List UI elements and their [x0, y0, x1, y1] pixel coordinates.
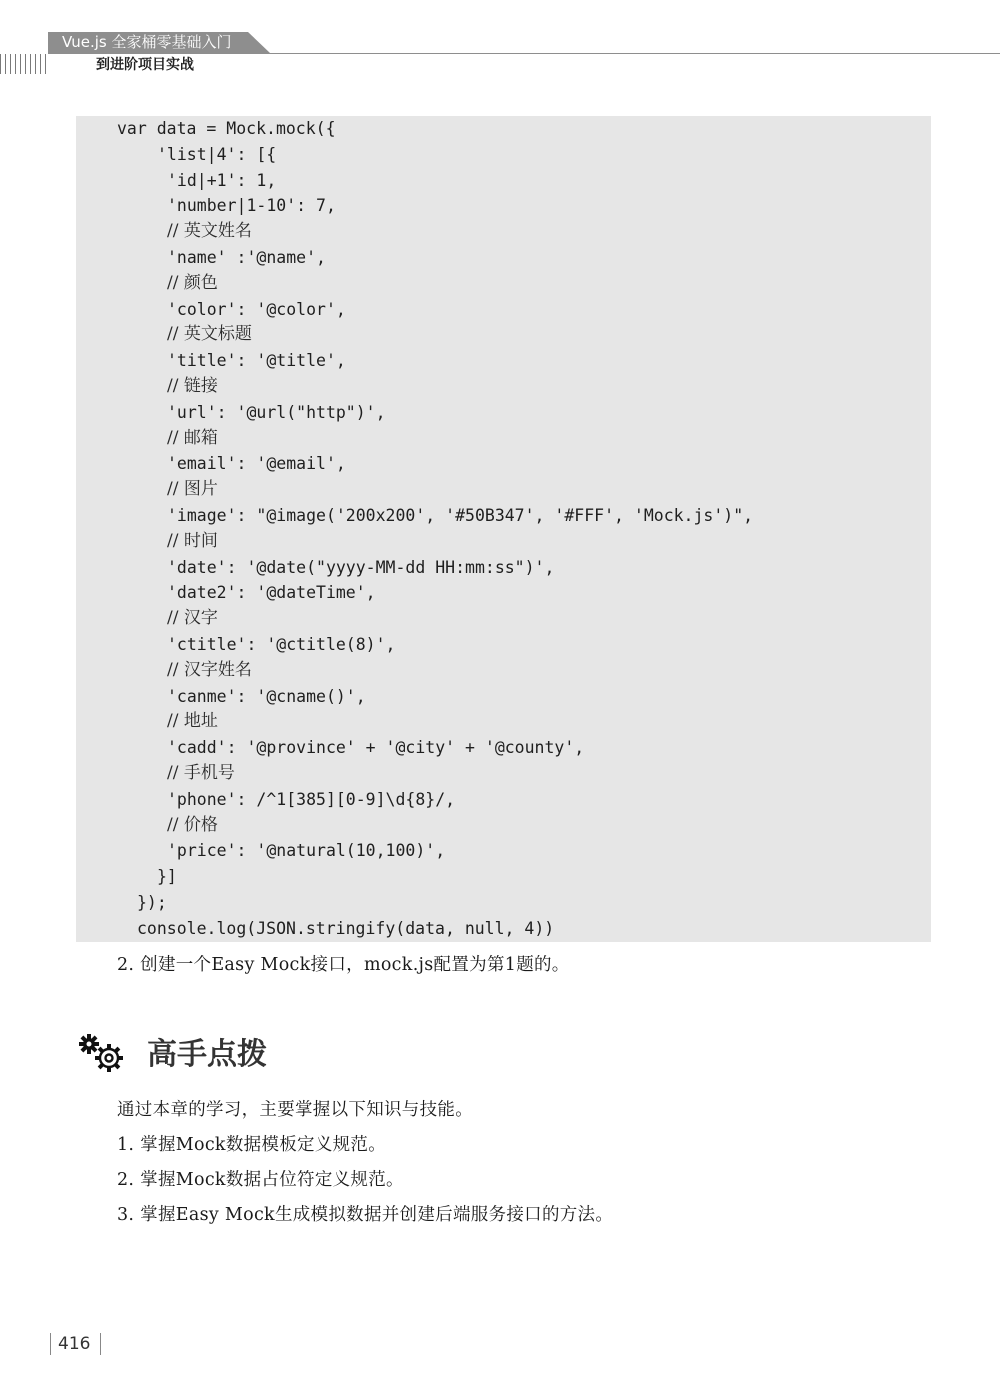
code-line: 'canme': '@cname()',: [167, 686, 366, 706]
header-rule: [48, 53, 1000, 54]
code-comment: // 价格: [167, 814, 218, 835]
code-line: console.log(JSON.stringify(data, null, 4)): [137, 918, 555, 938]
code-comment: // 汉字姓名: [167, 659, 252, 680]
code-line: 'list|4': [{: [157, 144, 277, 164]
code-comment: // 英文标题: [167, 324, 252, 345]
gears-icon: [78, 1034, 130, 1076]
code-line: 'phone': /^1[385][0-9]\d{8}/,: [167, 789, 456, 809]
code-comment: // 地址: [167, 711, 218, 732]
code-line: 'name' :'@name',: [167, 248, 326, 267]
code-comment: // 图片: [167, 479, 218, 500]
code-line: 'url': '@url("http")',: [167, 402, 386, 422]
code-comment: // 时间: [167, 530, 218, 551]
code-line: 'price': '@natural(10,100)',: [167, 841, 446, 861]
code-line: 'date2': '@dateTime',: [167, 583, 376, 603]
code-comment: // 汉字: [167, 608, 218, 629]
running-header-subtitle: 到进阶项目实战: [96, 57, 194, 73]
code-line: 'email': '@email',: [167, 454, 346, 474]
page-number-bar-right: [100, 1333, 101, 1355]
page-number-bar-left: [50, 1333, 51, 1355]
code-line: var data = Mock.mock({: [117, 119, 336, 138]
list-item: 1. 掌握Mock数据模板定义规范。: [117, 1135, 387, 1155]
code-comment: // 英文姓名: [167, 221, 252, 242]
exercise-item: 2. 创建一个Easy Mock接口，mock.js配置为第1题的。: [117, 955, 570, 975]
code-comment: // 链接: [167, 376, 218, 396]
code-line: 'id|+1': 1,: [167, 170, 277, 190]
list-item: 3. 掌握Easy Mock生成模拟数据并创建后端服务接口的方法。: [117, 1205, 614, 1225]
page-number: 416: [58, 1334, 91, 1354]
code-comment: // 邮箱: [167, 427, 218, 448]
code-line: 'image': "@image('200x200', '#50B347', '#FFF', 'Mock.js')",: [167, 506, 754, 525]
code-comment: // 颜色: [167, 272, 218, 293]
section-title: 高手点拨: [147, 1037, 267, 1072]
header-decoration-bars: [0, 54, 48, 74]
code-comment: // 手机号: [167, 763, 235, 783]
list-item: 2. 掌握Mock数据占位符定义规范。: [117, 1170, 404, 1190]
running-header-title: Vue.js 全家桶零基础入门: [62, 33, 232, 51]
code-line: 'number|1-10': 7,: [167, 196, 336, 216]
code-listing: [76, 116, 931, 942]
code-line: 'cadd': '@province' + '@city' + '@county',: [167, 738, 585, 758]
code-line: }]: [157, 867, 177, 887]
code-line: });: [137, 893, 167, 912]
code-line: 'date': '@date("yyyy-MM-dd HH:mm:ss")',: [167, 557, 555, 577]
section-intro: 通过本章的学习，主要掌握以下知识与技能。: [117, 1100, 473, 1120]
code-line: 'ctitle': '@ctitle(8)',: [167, 635, 396, 654]
code-line: 'color': '@color',: [167, 299, 346, 319]
code-line: 'title': '@title',: [167, 351, 346, 371]
